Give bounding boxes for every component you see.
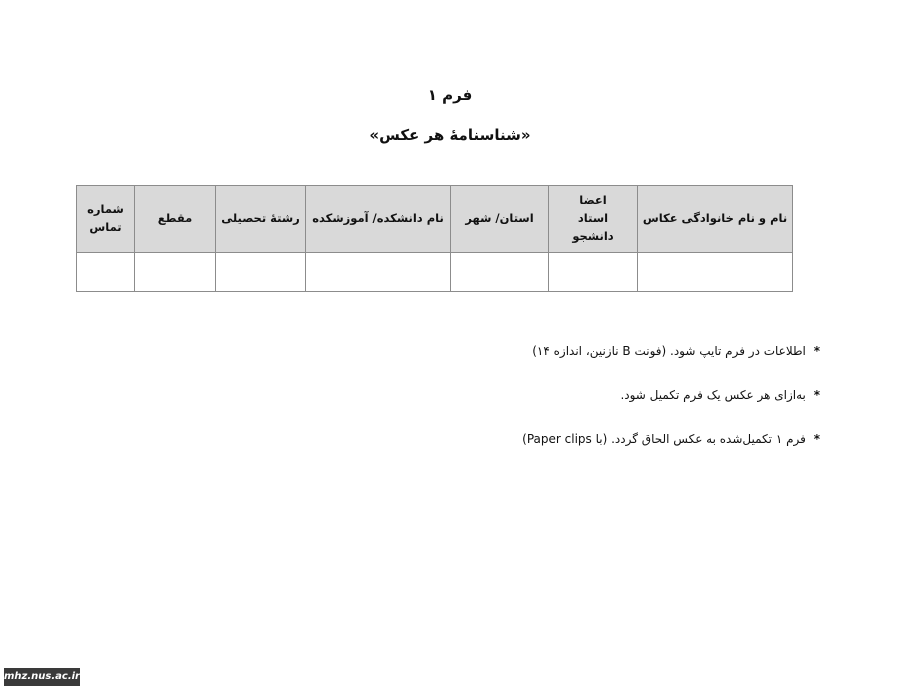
cell-phone[interactable] bbox=[77, 253, 135, 292]
header-member-role bbox=[549, 186, 638, 253]
site-watermark: mhz.nus.ac.ir bbox=[4, 668, 80, 686]
header-line: استان/ شهر bbox=[465, 211, 534, 226]
header-line: شماره تماس bbox=[87, 202, 124, 234]
header-phone bbox=[77, 186, 135, 253]
instruction-item bbox=[320, 428, 820, 450]
instruction-text: به‌ازای هر عکس یک فرم تکمیل شود. bbox=[620, 388, 806, 402]
header-line: استاد bbox=[577, 211, 609, 226]
cell-faculty[interactable] bbox=[306, 253, 451, 292]
header-major bbox=[216, 186, 306, 253]
cell-province-city[interactable] bbox=[451, 253, 549, 292]
form-title: فرم ۱ bbox=[427, 86, 473, 104]
bullet: * bbox=[813, 344, 820, 358]
header-photographer-name bbox=[638, 186, 793, 253]
instruction-item bbox=[320, 340, 820, 362]
cell-member-role[interactable] bbox=[549, 253, 638, 292]
header-line: رشتهٔ تحصیلی bbox=[221, 211, 300, 226]
bullet: * bbox=[813, 432, 820, 446]
header-line: نام دانشکده/ آموزشکده bbox=[312, 211, 444, 226]
instructions-list bbox=[320, 340, 820, 472]
table-row bbox=[77, 253, 793, 292]
photo-id-table bbox=[76, 185, 793, 292]
header-line: دانشجو bbox=[572, 228, 614, 243]
bullet: * bbox=[813, 388, 820, 402]
header-degree bbox=[135, 186, 216, 253]
header-line: اعضا bbox=[579, 193, 607, 208]
cell-major[interactable] bbox=[216, 253, 306, 292]
instruction-text: اطلاعات در فرم تایپ شود. (فونت B نازنین، اندازه ۱۴) bbox=[532, 344, 806, 358]
instruction-item bbox=[320, 384, 820, 406]
cell-degree[interactable] bbox=[135, 253, 216, 292]
form-subtitle: «شناسنامهٔ هر عکس» bbox=[369, 126, 531, 144]
header-line: مقطع bbox=[157, 211, 193, 226]
table-header-row bbox=[77, 186, 793, 253]
instruction-text: فرم ۱ تکمیل‌شده به عکس الحاق گردد. (با Paper clips) bbox=[522, 432, 806, 446]
cell-photographer-name[interactable] bbox=[638, 253, 793, 292]
header-province-city bbox=[451, 186, 549, 253]
header-line: نام و نام خانوادگی عکاس bbox=[642, 211, 788, 226]
header-faculty bbox=[306, 186, 451, 253]
